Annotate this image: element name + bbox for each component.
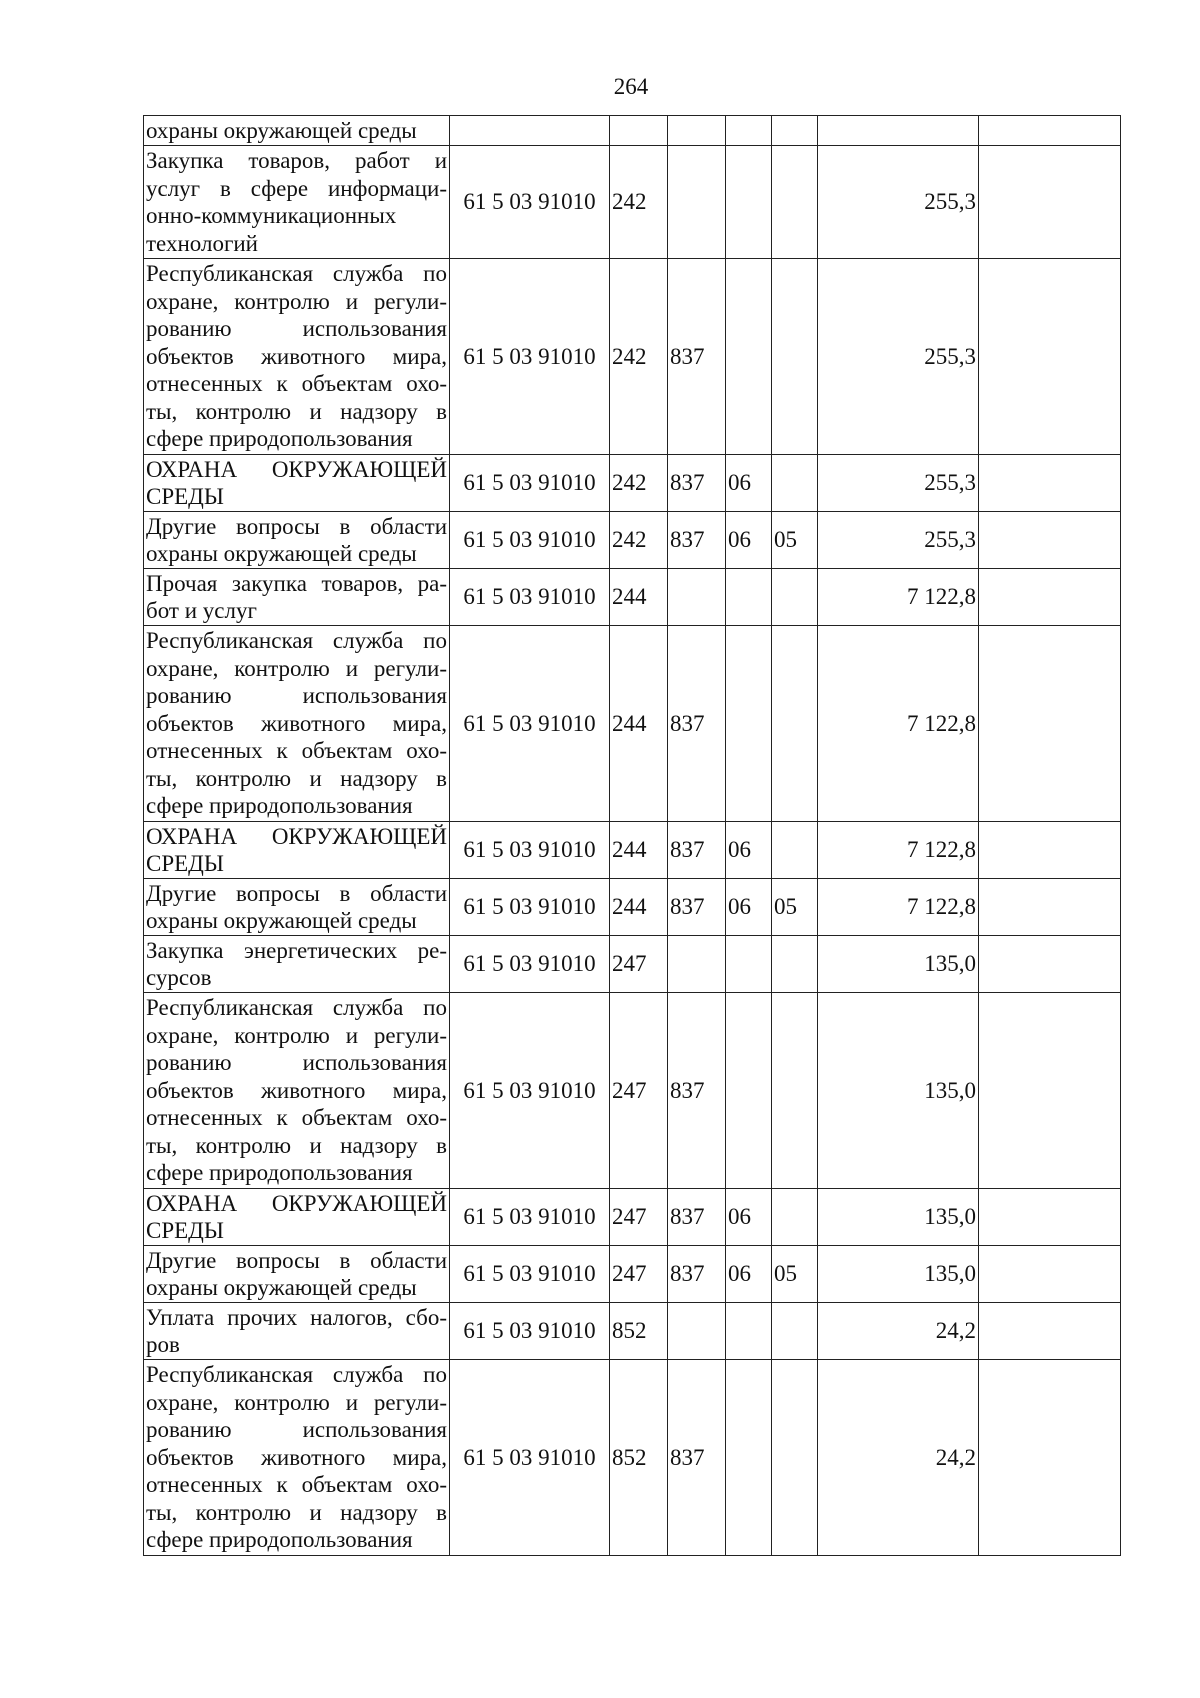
row-administrator-code: 837 [668, 1189, 726, 1246]
row-amount: 7 122,8 [818, 822, 979, 879]
row-subsection [772, 1360, 818, 1556]
row-extra [979, 936, 1121, 993]
row-name: Республиканская служба по охране, контролю и регули-рованию использования объектов животного мира, отнесенных к объектам охо-ты, контролю и надзору в сфере природопользования [144, 259, 450, 455]
row-subsection: 05 [772, 879, 818, 936]
budget-table [143, 115, 1121, 1556]
row-subsection [772, 455, 818, 512]
row-target-code: 61 5 03 91010 [450, 259, 610, 455]
table-row [144, 146, 1121, 259]
row-amount: 7 122,8 [818, 626, 979, 822]
row-administrator-code [668, 146, 726, 259]
row-expense-type: 852 [610, 1303, 668, 1360]
row-target-code: 61 5 03 91010 [450, 1360, 610, 1556]
row-subsection [772, 116, 818, 146]
row-target-code: 61 5 03 91010 [450, 455, 610, 512]
row-subsection [772, 936, 818, 993]
row-extra [979, 259, 1121, 455]
row-subsection [772, 259, 818, 455]
row-subsection: 05 [772, 512, 818, 569]
row-administrator-code: 837 [668, 1246, 726, 1303]
table-row [144, 626, 1121, 822]
row-subsection [772, 993, 818, 1189]
row-extra [979, 455, 1121, 512]
row-section: 06 [726, 822, 772, 879]
row-target-code: 61 5 03 91010 [450, 146, 610, 259]
row-target-code: 61 5 03 91010 [450, 879, 610, 936]
row-subsection [772, 569, 818, 626]
row-section: 06 [726, 512, 772, 569]
row-expense-type: 244 [610, 569, 668, 626]
row-name: Прочая закупка товаров, ра-бот и услуг [144, 569, 450, 626]
row-section [726, 936, 772, 993]
row-name: охраны окружающей среды [144, 116, 450, 146]
row-amount: 135,0 [818, 1246, 979, 1303]
row-extra [979, 146, 1121, 259]
row-target-code: 61 5 03 91010 [450, 993, 610, 1189]
row-extra [979, 1360, 1121, 1556]
row-administrator-code: 837 [668, 259, 726, 455]
row-amount: 135,0 [818, 993, 979, 1189]
row-name: Закупка товаров, работ и услуг в сфере информаци-онно-коммуникационных технологий [144, 146, 450, 259]
row-section: 06 [726, 879, 772, 936]
table-row [144, 455, 1121, 512]
row-expense-type: 244 [610, 626, 668, 822]
row-expense-type: 244 [610, 822, 668, 879]
row-section [726, 259, 772, 455]
row-target-code: 61 5 03 91010 [450, 936, 610, 993]
row-name: ОХРАНА ОКРУЖАЮЩЕЙ СРЕДЫ [144, 455, 450, 512]
row-target-code: 61 5 03 91010 [450, 569, 610, 626]
row-expense-type: 242 [610, 455, 668, 512]
row-expense-type: 242 [610, 259, 668, 455]
row-expense-type [610, 116, 668, 146]
row-section [726, 626, 772, 822]
row-amount: 135,0 [818, 1189, 979, 1246]
row-section: 06 [726, 1246, 772, 1303]
row-name: ОХРАНА ОКРУЖАЮЩЕЙ СРЕДЫ [144, 1189, 450, 1246]
row-subsection [772, 626, 818, 822]
row-subsection: 05 [772, 1246, 818, 1303]
row-subsection [772, 1303, 818, 1360]
table-row [144, 569, 1121, 626]
table-row [144, 1360, 1121, 1556]
row-target-code: 61 5 03 91010 [450, 1246, 610, 1303]
row-name: Закупка энергетических ре-сурсов [144, 936, 450, 993]
table-row [144, 116, 1121, 146]
row-expense-type: 247 [610, 936, 668, 993]
row-administrator-code [668, 116, 726, 146]
row-extra [979, 569, 1121, 626]
row-section [726, 1360, 772, 1556]
row-section: 06 [726, 455, 772, 512]
row-extra [979, 116, 1121, 146]
row-name: Республиканская служба по охране, контролю и регули-рованию использования объектов животного мира, отнесенных к объектам охо-ты, контролю и надзору в сфере природопользования [144, 626, 450, 822]
row-administrator-code: 837 [668, 993, 726, 1189]
table-row [144, 993, 1121, 1189]
row-administrator-code [668, 936, 726, 993]
table-row [144, 1189, 1121, 1246]
row-section: 06 [726, 1189, 772, 1246]
row-name: Уплата прочих налогов, сбо-ров [144, 1303, 450, 1360]
row-amount: 24,2 [818, 1360, 979, 1556]
row-administrator-code: 837 [668, 879, 726, 936]
row-target-code [450, 116, 610, 146]
row-extra [979, 1246, 1121, 1303]
row-target-code: 61 5 03 91010 [450, 512, 610, 569]
table-row [144, 1246, 1121, 1303]
row-expense-type: 247 [610, 993, 668, 1189]
row-administrator-code: 837 [668, 455, 726, 512]
row-extra [979, 822, 1121, 879]
table-row [144, 1303, 1121, 1360]
table-row [144, 822, 1121, 879]
row-administrator-code: 837 [668, 822, 726, 879]
row-extra [979, 1189, 1121, 1246]
row-section [726, 1303, 772, 1360]
row-subsection [772, 146, 818, 259]
row-extra [979, 626, 1121, 822]
row-expense-type: 242 [610, 512, 668, 569]
row-subsection [772, 822, 818, 879]
row-administrator-code: 837 [668, 626, 726, 822]
row-amount: 255,3 [818, 146, 979, 259]
row-target-code: 61 5 03 91010 [450, 822, 610, 879]
row-amount: 24,2 [818, 1303, 979, 1360]
row-name: Республиканская служба по охране, контролю и регули-рованию использования объектов животного мира, отнесенных к объектам охо-ты, контролю и надзору в сфере природопользования [144, 1360, 450, 1556]
row-name: Республиканская служба по охране, контролю и регули-рованию использования объектов животного мира, отнесенных к объектам охо-ты, контролю и надзору в сфере природопользования [144, 993, 450, 1189]
row-section [726, 146, 772, 259]
row-name: Другие вопросы в области охраны окружающей среды [144, 1246, 450, 1303]
row-extra [979, 1303, 1121, 1360]
row-amount [818, 116, 979, 146]
row-name: Другие вопросы в области охраны окружающей среды [144, 512, 450, 569]
row-administrator-code [668, 569, 726, 626]
table-row [144, 512, 1121, 569]
row-extra [979, 879, 1121, 936]
row-subsection [772, 1189, 818, 1246]
table-row [144, 936, 1121, 993]
row-administrator-code [668, 1303, 726, 1360]
row-section [726, 116, 772, 146]
row-administrator-code: 837 [668, 512, 726, 569]
row-name: ОХРАНА ОКРУЖАЮЩЕЙ СРЕДЫ [144, 822, 450, 879]
table-row [144, 879, 1121, 936]
row-expense-type: 244 [610, 879, 668, 936]
row-target-code: 61 5 03 91010 [450, 1189, 610, 1246]
row-expense-type: 247 [610, 1246, 668, 1303]
row-name: Другие вопросы в области охраны окружающей среды [144, 879, 450, 936]
row-amount: 135,0 [818, 936, 979, 993]
row-administrator-code: 837 [668, 1360, 726, 1556]
row-amount: 7 122,8 [818, 569, 979, 626]
row-expense-type: 247 [610, 1189, 668, 1246]
row-amount: 7 122,8 [818, 879, 979, 936]
row-section [726, 993, 772, 1189]
row-target-code: 61 5 03 91010 [450, 1303, 610, 1360]
row-expense-type: 852 [610, 1360, 668, 1556]
table-row [144, 259, 1121, 455]
row-amount: 255,3 [818, 512, 979, 569]
row-extra [979, 512, 1121, 569]
row-section [726, 569, 772, 626]
row-expense-type: 242 [610, 146, 668, 259]
page-number: 264 [613, 74, 649, 99]
row-target-code: 61 5 03 91010 [450, 626, 610, 822]
row-extra [979, 993, 1121, 1189]
row-amount: 255,3 [818, 259, 979, 455]
row-amount: 255,3 [818, 455, 979, 512]
